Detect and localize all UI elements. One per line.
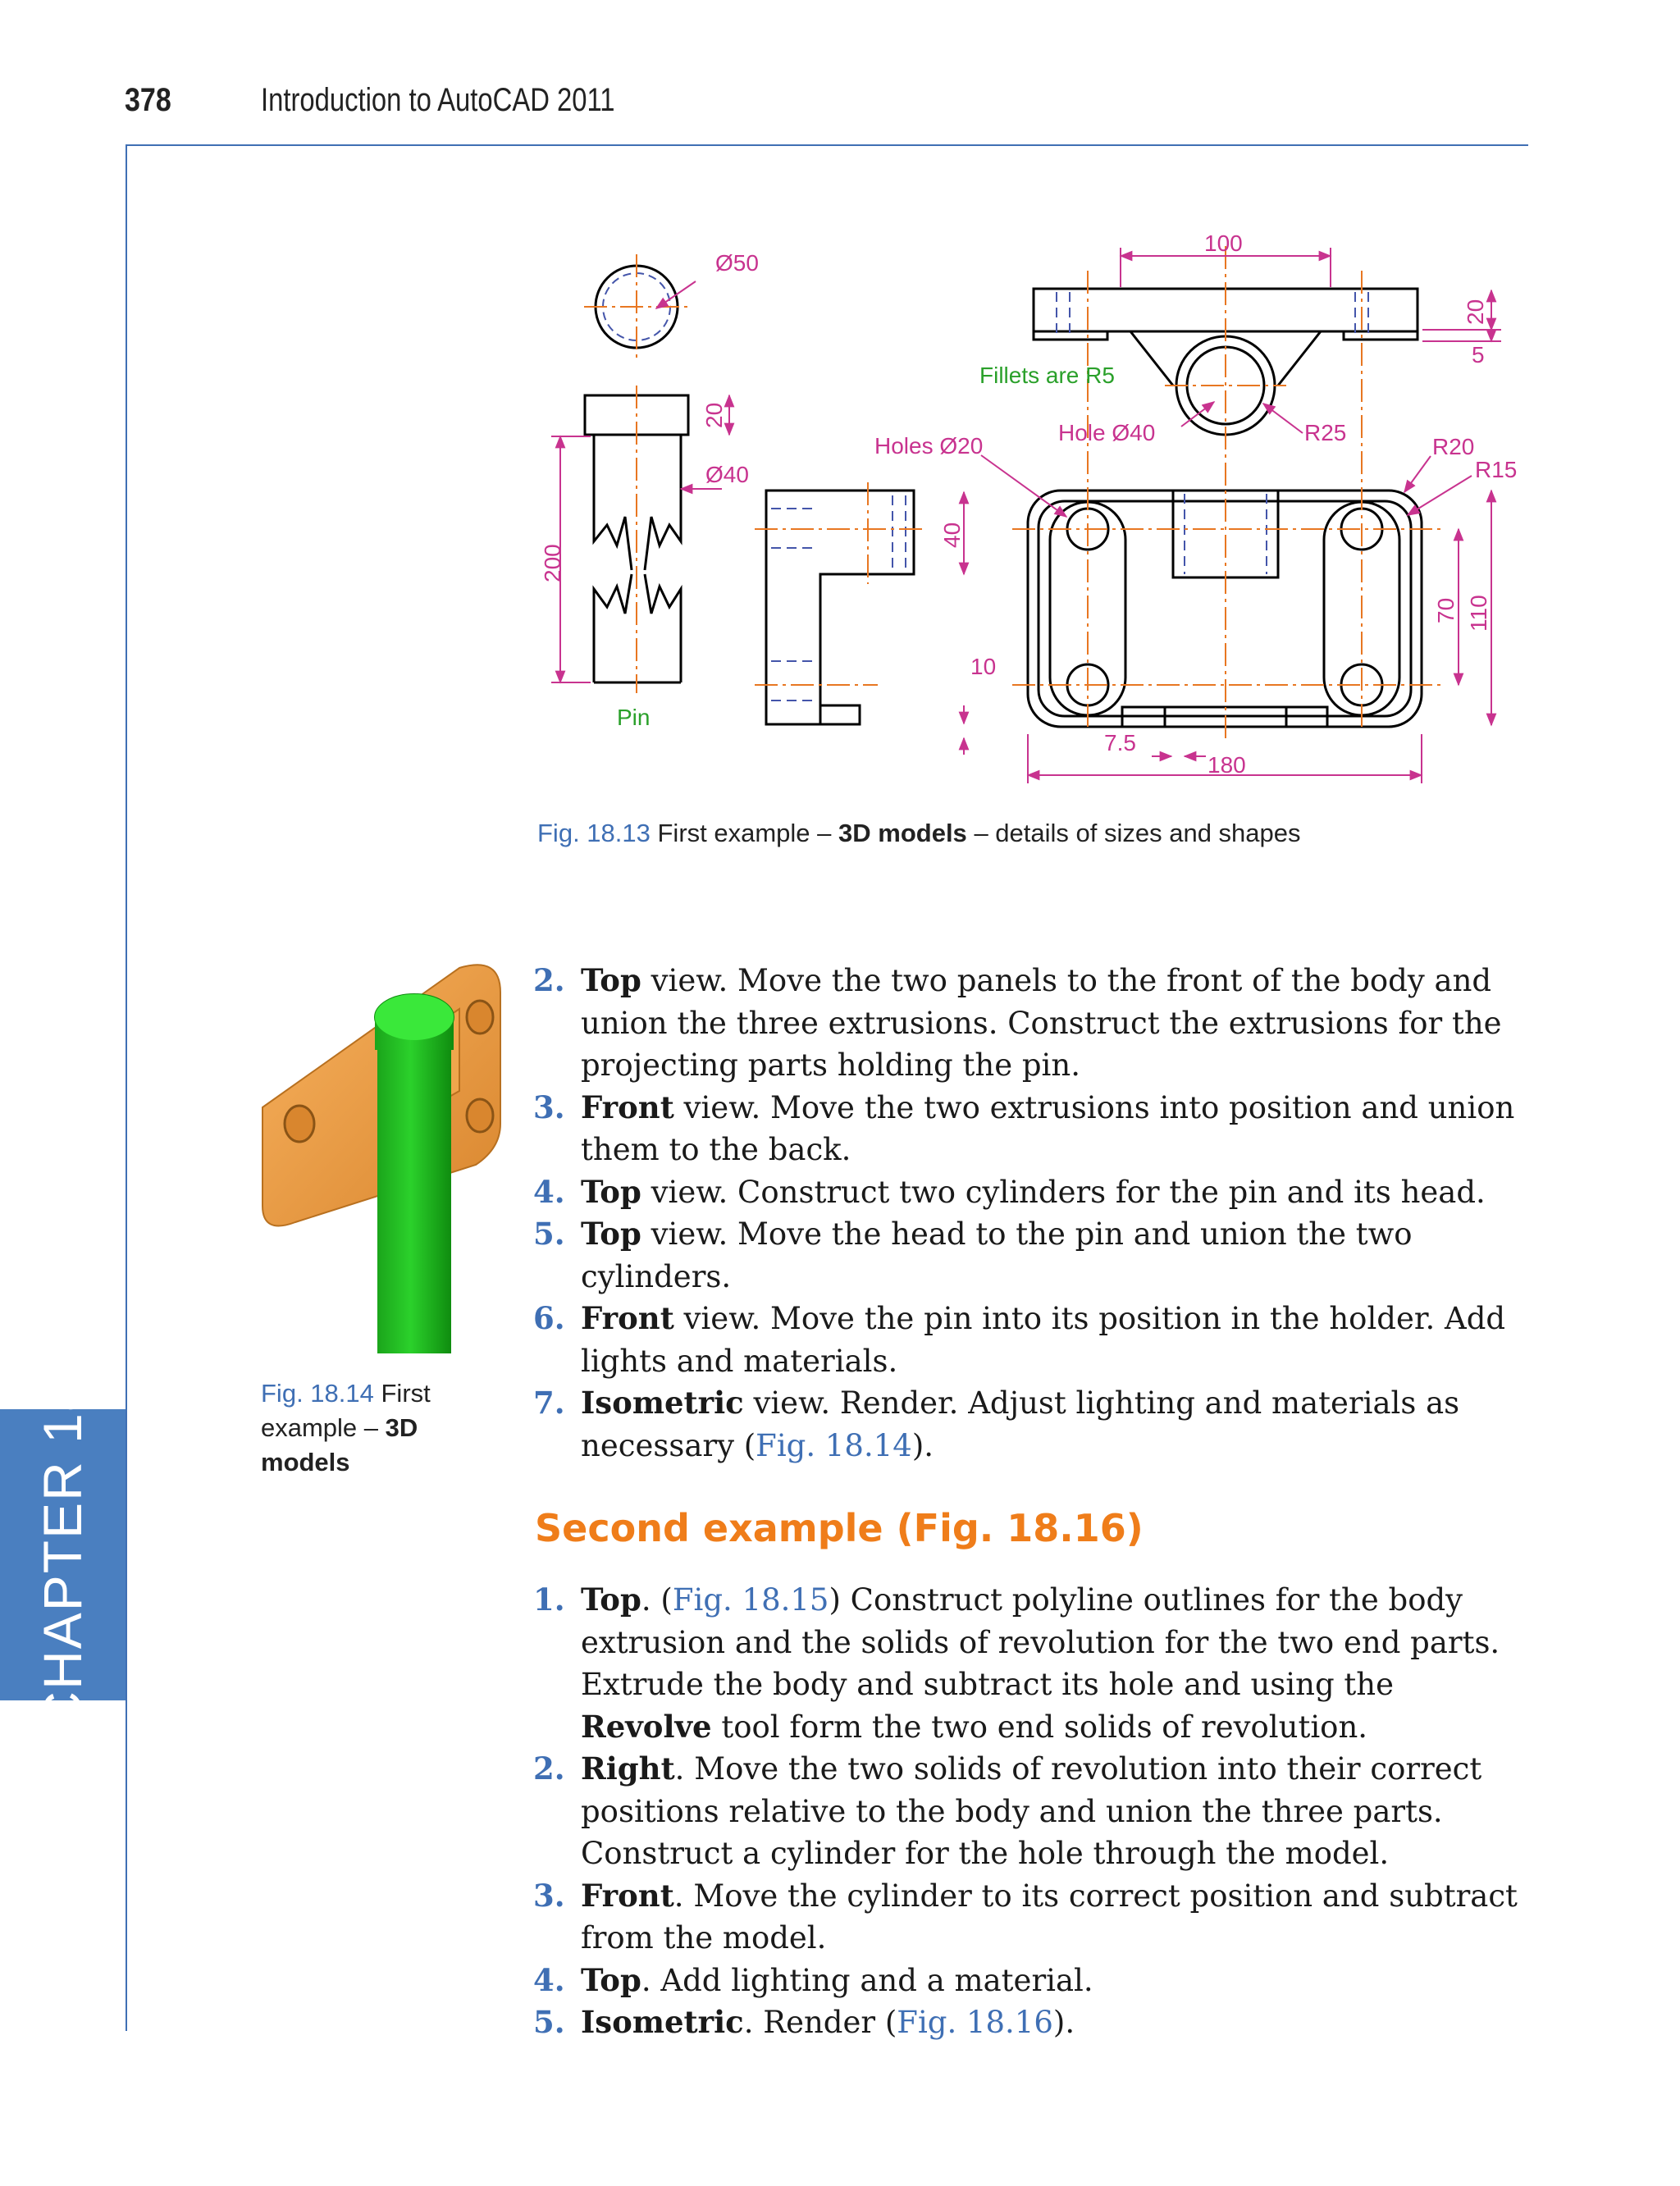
list-item: 4. Top. Add lighting and a material. bbox=[533, 1961, 1093, 1998]
label-pin: Pin bbox=[617, 705, 651, 730]
fig-18-13-caption: Fig. 18.13 First example – 3D models – details of sizes and shapes bbox=[537, 819, 1301, 847]
book-title: Introduction to AutoCAD 2011 bbox=[261, 82, 615, 118]
steps-list-second-example bbox=[533, 1579, 1534, 2044]
label-dim70: 70 bbox=[1433, 597, 1459, 623]
3d-model-render bbox=[254, 960, 509, 1353]
label-r20: R20 bbox=[1432, 434, 1475, 459]
fig-18-14-label: Fig. 18.14 bbox=[261, 1379, 374, 1408]
label-r25: R25 bbox=[1304, 420, 1347, 445]
label-dim180: 180 bbox=[1208, 752, 1246, 778]
label-dim40: 40 bbox=[939, 522, 965, 548]
list-item: 1. Top. (Fig. 18.15) Construct polyline outlines for the body extrusion and the solids of revolution for the two end parts. Extrude the body and subtract its hole and using the Revolve tool form the two end solids of revolution. bbox=[533, 1581, 1500, 1745]
list-item: 6. Front view. Move the pin into its position in the holder. Add lights and materials. bbox=[533, 1300, 1506, 1379]
list-item: 3. Front. Move the cylinder to its correct position and subtract from the model. bbox=[533, 1877, 1518, 1956]
fig-link[interactable]: Fig. 18.14 bbox=[756, 1427, 912, 1463]
label-dim7-5: 7.5 bbox=[1104, 730, 1136, 755]
chapter-tab bbox=[0, 1380, 126, 1731]
label-dim5: 5 bbox=[1472, 342, 1485, 367]
label-dim20-pin: 20 bbox=[701, 402, 727, 428]
list-item: 5. Top view. Move the head to the pin and union the two cylinders. bbox=[533, 1216, 1413, 1294]
technical-drawing bbox=[525, 221, 1534, 787]
list-item: 5. Isometric. Render (Fig. 18.16). bbox=[533, 2004, 1075, 2040]
page-number: 378 bbox=[125, 82, 171, 118]
label-r15: R15 bbox=[1475, 457, 1518, 482]
fig-link[interactable]: Fig. 18.16 bbox=[897, 2005, 1053, 2040]
list-item: 2. Right. Move the two solids of revolution into their correct positions relative to the body and union the three parts. Construct a cylinder for the hole through the model. bbox=[533, 1750, 1482, 1871]
label-dim110: 110 bbox=[1466, 595, 1491, 632]
label-dia40: Ø40 bbox=[705, 462, 749, 487]
list-item: 2. Top view. Move the two panels to the front of the body and union the three extrusions. Construct the extrusions for the projecting parts holding the pin. bbox=[533, 962, 1502, 1083]
margin-rule bbox=[126, 144, 127, 2031]
section-heading: Second example (Fig. 18.16) bbox=[535, 1506, 1144, 1550]
steps-list-first-example bbox=[533, 960, 1534, 1467]
label-fillets: Fillets are R5 bbox=[979, 363, 1115, 388]
header-rule bbox=[126, 144, 1528, 146]
label-dim200: 200 bbox=[540, 544, 565, 582]
label-dia50: Ø50 bbox=[715, 250, 759, 276]
fig-link[interactable]: Fig. 18.15 bbox=[672, 1582, 829, 1618]
label-dim10: 10 bbox=[970, 654, 997, 679]
fig-18-13-label: Fig. 18.13 bbox=[537, 819, 651, 847]
list-item: 4. Top view. Construct two cylinders for the pin and its head. bbox=[533, 1173, 1486, 1210]
list-item: 7. Isometric view. Render. Adjust lighting and materials as necessary (Fig. 18.14). bbox=[533, 1385, 1460, 1463]
fig-18-14-caption: Fig. 18.14 First example – 3D models bbox=[261, 1379, 431, 1476]
list-item: 3. Front view. Move the two extrusions into position and union them to the back. bbox=[533, 1088, 1515, 1167]
label-holes20: Holes Ø20 bbox=[874, 433, 984, 459]
label-hole40: Hole Ø40 bbox=[1058, 420, 1156, 445]
label-dim100: 100 bbox=[1204, 230, 1243, 256]
chapter-tab-label: CHAPTER 18 bbox=[32, 1380, 93, 1731]
label-dim20-right: 20 bbox=[1463, 299, 1488, 325]
